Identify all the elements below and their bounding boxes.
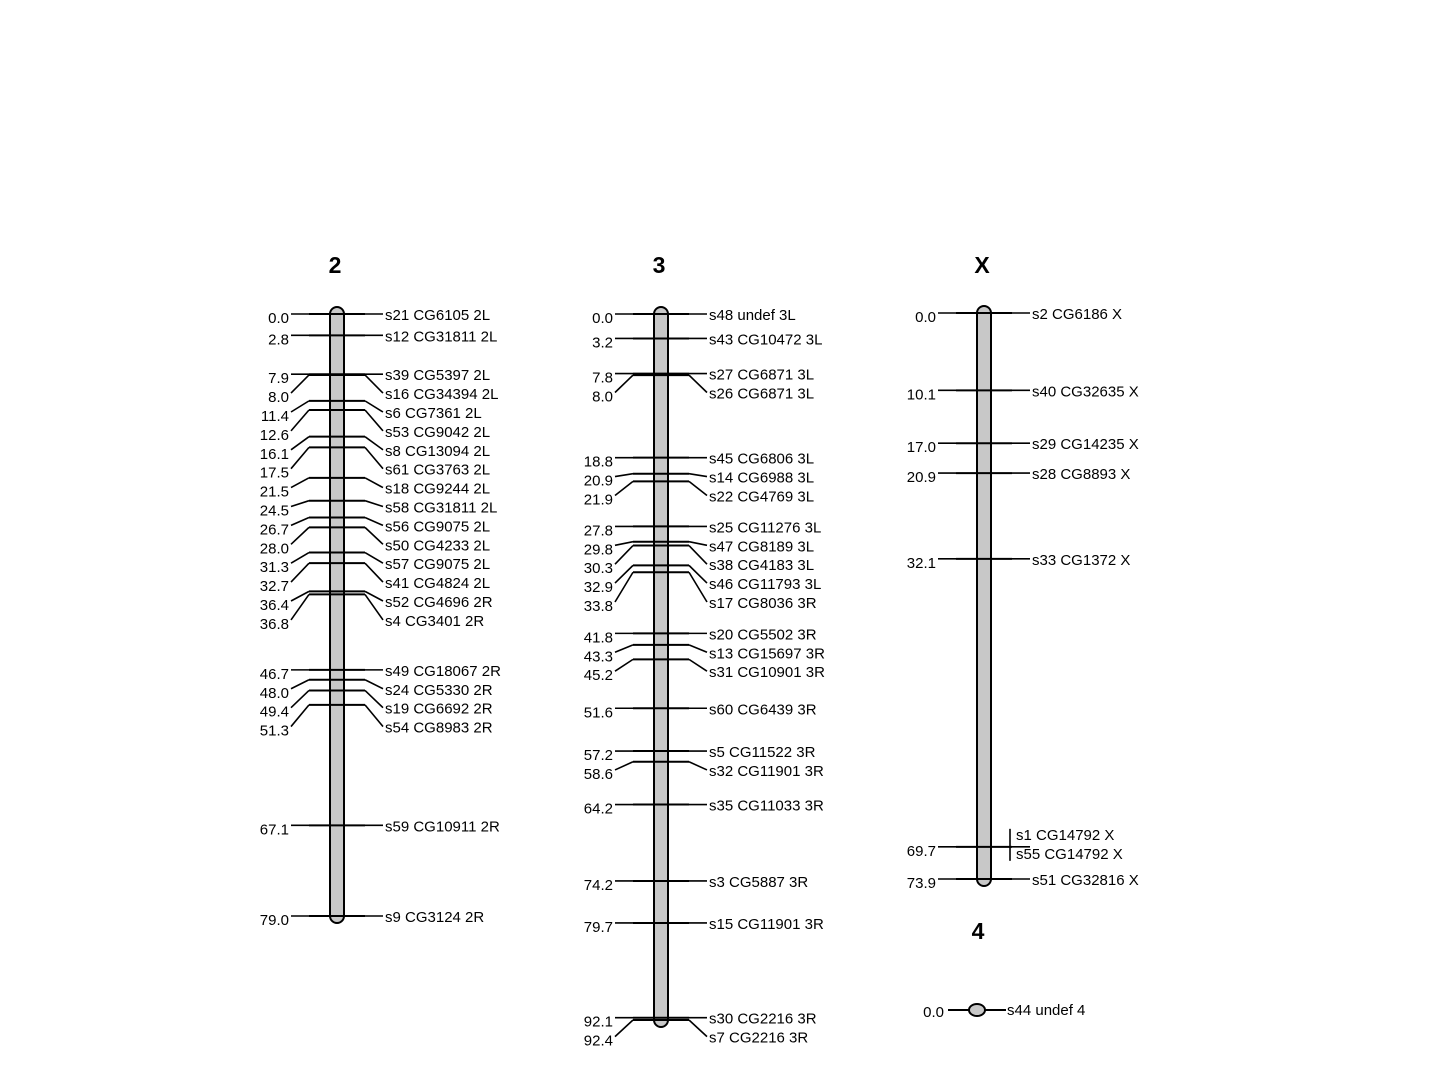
marker-position: 0.0 bbox=[592, 310, 613, 327]
marker-connector bbox=[365, 375, 383, 393]
marker-position: 41.8 bbox=[583, 629, 613, 647]
marker-position: 2.8 bbox=[268, 331, 289, 349]
marker-connector bbox=[291, 553, 309, 564]
marker-position: 92.4 bbox=[583, 1032, 613, 1050]
marker-position: 17.0 bbox=[906, 439, 936, 457]
marker-position: 0.0 bbox=[915, 309, 936, 326]
marker-label: s15 CG11901 3R bbox=[709, 915, 824, 933]
marker-connector bbox=[365, 478, 383, 488]
marker-position: 49.4 bbox=[259, 703, 289, 721]
marker-label: s27 CG6871 3L bbox=[709, 366, 815, 384]
marker-connector bbox=[615, 474, 633, 477]
marker-label: s50 CG4233 2L bbox=[385, 537, 491, 555]
marker-connector bbox=[291, 501, 309, 507]
marker-connector bbox=[615, 546, 633, 565]
marker-label: s5 CG11522 3R bbox=[709, 744, 816, 762]
marker-position: 12.6 bbox=[259, 426, 289, 444]
marker-position: 46.7 bbox=[259, 665, 289, 683]
marker-connector bbox=[291, 517, 309, 525]
marker-position: 32.7 bbox=[259, 578, 289, 596]
marker-connector bbox=[615, 645, 633, 652]
marker-connector bbox=[365, 527, 383, 544]
marker-label: s52 CG4696 2R bbox=[385, 594, 493, 611]
marker-connector bbox=[365, 410, 383, 431]
marker-connector bbox=[689, 474, 707, 477]
marker-connector bbox=[615, 481, 633, 495]
marker-label: s22 CG4769 3L bbox=[709, 488, 815, 506]
marker-label: s53 CG9042 2L bbox=[385, 423, 491, 441]
marker-label: s28 CG8893 X bbox=[1032, 466, 1131, 484]
chromosome-title: X bbox=[974, 252, 990, 278]
marker-connector bbox=[615, 762, 633, 770]
chromosome-bar bbox=[330, 307, 344, 923]
marker-label: s7 CG2216 3R bbox=[709, 1029, 809, 1047]
marker-label: s4 CG3401 2R bbox=[385, 612, 485, 630]
marker-label: s46 CG11793 3L bbox=[709, 576, 822, 594]
marker-position: 74.2 bbox=[583, 876, 613, 894]
marker-label: s12 CG31811 2L bbox=[385, 328, 498, 346]
marker-label: s9 CG3124 2R bbox=[385, 909, 485, 926]
marker-label: s14 CG6988 3L bbox=[709, 469, 815, 487]
marker-position: 36.8 bbox=[259, 615, 289, 633]
chromosome-title: 2 bbox=[328, 252, 342, 278]
marker-label: s51 CG32816 X bbox=[1032, 872, 1139, 889]
marker-label: s19 CG6692 2R bbox=[385, 700, 493, 718]
marker-position: 79.0 bbox=[259, 912, 289, 929]
marker-label: s61 CG3763 2L bbox=[385, 461, 491, 479]
marker-position: 45.2 bbox=[583, 667, 613, 685]
marker-connector bbox=[365, 501, 383, 507]
marker-position: 64.2 bbox=[583, 800, 613, 818]
marker-position: 30.3 bbox=[583, 560, 613, 578]
marker-position: 69.7 bbox=[906, 842, 936, 860]
marker-position: 43.3 bbox=[583, 648, 613, 666]
marker-label: s58 CG31811 2L bbox=[385, 499, 498, 517]
marker-position: 92.1 bbox=[583, 1013, 613, 1031]
marker-position: 67.1 bbox=[259, 821, 289, 839]
marker-connector bbox=[689, 542, 707, 546]
marker-connector bbox=[291, 563, 309, 582]
marker-connector bbox=[291, 594, 309, 619]
marker-position: 51.6 bbox=[583, 704, 613, 722]
marker-connector bbox=[615, 572, 633, 602]
marker-connector bbox=[689, 659, 707, 671]
marker-connector bbox=[291, 690, 309, 707]
marker-label: s41 CG4824 2L bbox=[385, 575, 491, 593]
marker-position: 24.5 bbox=[259, 502, 289, 520]
chromosome-4 bbox=[923, 918, 1085, 1021]
marker-label: s60 CG6439 3R bbox=[709, 701, 817, 719]
marker-connector bbox=[291, 527, 309, 544]
marker-label: s30 CG2216 3R bbox=[709, 1010, 817, 1028]
marker-connector bbox=[365, 553, 383, 564]
marker-position: 20.9 bbox=[583, 472, 613, 490]
marker-label: s31 CG10901 3R bbox=[709, 664, 825, 682]
marker-connector bbox=[291, 680, 309, 689]
marker-label: s25 CG11276 3L bbox=[709, 519, 822, 537]
marker-position: 57.2 bbox=[583, 747, 613, 765]
chromosome-bar bbox=[969, 1004, 985, 1016]
marker-position: 21.5 bbox=[259, 483, 289, 501]
marker-connector bbox=[365, 447, 383, 468]
marker-position: 16.1 bbox=[259, 445, 289, 463]
marker-label: s32 CG11901 3R bbox=[709, 762, 824, 780]
marker-label: s35 CG11033 3R bbox=[709, 797, 824, 815]
marker-connector bbox=[365, 401, 383, 412]
marker-connector bbox=[615, 1020, 633, 1037]
marker-position: 79.7 bbox=[583, 918, 613, 936]
marker-position: 0.0 bbox=[268, 310, 289, 327]
marker-label: s49 CG18067 2R bbox=[385, 662, 501, 680]
marker-label: s26 CG6871 3L bbox=[709, 385, 815, 403]
marker-label: s6 CG7361 2L bbox=[385, 405, 482, 422]
marker-connector bbox=[689, 565, 707, 583]
marker-connector bbox=[291, 478, 309, 488]
marker-position: 17.5 bbox=[259, 464, 289, 482]
marker-connector bbox=[291, 375, 309, 393]
marker-position: 58.6 bbox=[583, 765, 613, 783]
marker-position: 29.8 bbox=[583, 541, 613, 559]
marker-label: s43 CG10472 3L bbox=[709, 331, 823, 349]
marker-position: 0.0 bbox=[923, 1004, 944, 1021]
marker-label: s39 CG5397 2L bbox=[385, 367, 491, 385]
marker-connector bbox=[291, 447, 309, 468]
marker-label: s47 CG8189 3L bbox=[709, 538, 815, 556]
marker-label: s59 CG10911 2R bbox=[385, 818, 500, 836]
marker-label: s24 CG5330 2R bbox=[385, 681, 493, 699]
marker-label: s54 CG8983 2R bbox=[385, 719, 493, 737]
marker-connector bbox=[689, 762, 707, 770]
marker-position: 7.8 bbox=[592, 369, 613, 387]
marker-connector bbox=[615, 565, 633, 583]
marker-label: s40 CG32635 X bbox=[1032, 383, 1139, 401]
marker-position: 8.0 bbox=[592, 388, 613, 406]
marker-connector bbox=[689, 1020, 707, 1037]
chromosome-2 bbox=[260, 252, 501, 929]
marker-position: 36.4 bbox=[259, 597, 289, 614]
marker-label: s1 CG14792 X bbox=[1016, 826, 1115, 844]
chromosome-X bbox=[907, 252, 1139, 892]
marker-position: 11.4 bbox=[260, 408, 289, 425]
marker-position: 31.3 bbox=[259, 559, 289, 577]
marker-position: 7.9 bbox=[268, 370, 289, 388]
marker-label: s13 CG15697 3R bbox=[709, 645, 825, 663]
chromosome-bar bbox=[977, 306, 991, 886]
marker-position: 20.9 bbox=[906, 469, 936, 487]
marker-label: s2 CG6186 X bbox=[1032, 306, 1123, 323]
marker-label: s18 CG9244 2L bbox=[385, 480, 491, 498]
chromosome-bar bbox=[654, 307, 668, 1027]
marker-connector bbox=[365, 690, 383, 707]
marker-label: s16 CG34394 2L bbox=[385, 386, 499, 404]
marker-position: 33.8 bbox=[583, 598, 613, 616]
chromosome-title: 4 bbox=[971, 918, 985, 944]
marker-connector bbox=[689, 546, 707, 565]
marker-connector bbox=[365, 705, 383, 727]
marker-label: s44 undef 4 bbox=[1007, 1002, 1086, 1019]
marker-position: 18.8 bbox=[583, 453, 613, 471]
marker-connector bbox=[291, 401, 309, 412]
marker-label: s45 CG6806 3L bbox=[709, 450, 815, 468]
marker-connector bbox=[615, 542, 633, 546]
marker-position: 51.3 bbox=[259, 722, 289, 740]
marker-position: 32.1 bbox=[906, 554, 936, 572]
marker-connector bbox=[615, 659, 633, 671]
marker-label: s55 CG14792 X bbox=[1016, 845, 1123, 863]
marker-connector bbox=[365, 563, 383, 582]
marker-label: s56 CG9075 2L bbox=[385, 518, 491, 536]
marker-label: s20 CG5502 3R bbox=[709, 626, 817, 644]
marker-position: 3.2 bbox=[592, 334, 613, 352]
chromosome-3 bbox=[584, 252, 825, 1050]
marker-position: 26.7 bbox=[259, 521, 289, 539]
marker-connector bbox=[291, 410, 309, 431]
marker-connector bbox=[689, 375, 707, 392]
marker-position: 48.0 bbox=[259, 684, 289, 702]
marker-connector bbox=[291, 437, 309, 450]
marker-connector bbox=[689, 481, 707, 495]
marker-position: 32.9 bbox=[583, 579, 613, 597]
marker-connector bbox=[615, 375, 633, 392]
marker-connector bbox=[291, 705, 309, 727]
marker-label: s21 CG6105 2L bbox=[385, 307, 491, 324]
marker-position: 27.8 bbox=[583, 522, 613, 540]
marker-position: 21.9 bbox=[583, 491, 613, 509]
marker-label: s17 CG8036 3R bbox=[709, 595, 817, 613]
marker-connector bbox=[365, 437, 383, 450]
marker-label: s33 CG1372 X bbox=[1032, 551, 1131, 569]
marker-label: s48 undef 3L bbox=[709, 307, 796, 324]
marker-label: s3 CG5887 3R bbox=[709, 873, 809, 891]
marker-position: 8.0 bbox=[268, 389, 289, 407]
marker-connector bbox=[365, 594, 383, 619]
marker-label: s8 CG13094 2L bbox=[385, 442, 491, 460]
marker-position: 10.1 bbox=[906, 386, 936, 404]
marker-connector bbox=[689, 572, 707, 602]
marker-position: 28.0 bbox=[259, 540, 289, 558]
marker-label: s38 CG4183 3L bbox=[709, 557, 815, 575]
marker-connector bbox=[689, 645, 707, 652]
marker-label: s57 CG9075 2L bbox=[385, 556, 491, 574]
marker-label: s29 CG14235 X bbox=[1032, 436, 1139, 454]
marker-connector bbox=[365, 680, 383, 689]
marker-connector bbox=[365, 517, 383, 525]
chromosome-title: 3 bbox=[652, 252, 666, 278]
marker-position: 73.9 bbox=[906, 875, 936, 892]
